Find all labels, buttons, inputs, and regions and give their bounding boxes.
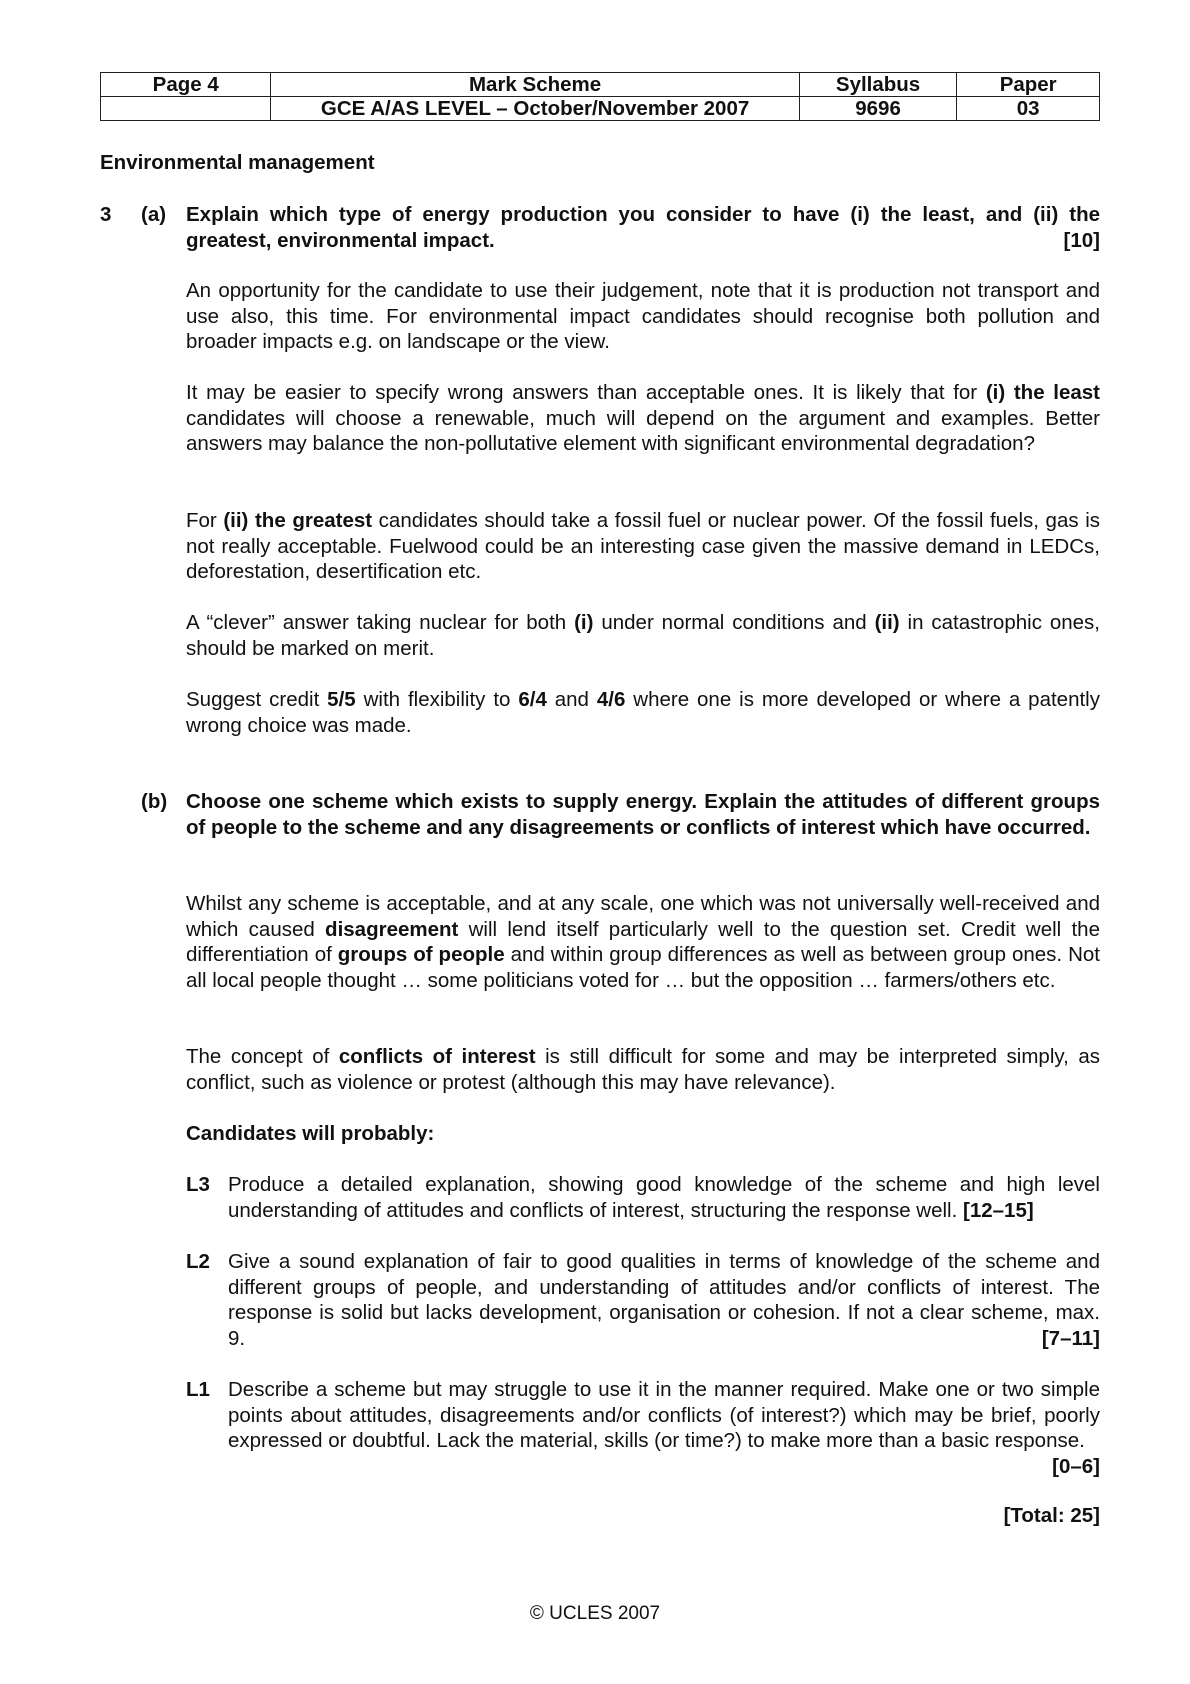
part-a-marks: [10] [1063,228,1100,252]
bold-run: conflicts of interest [338,1045,536,1068]
header-empty-cell [101,97,271,121]
header-row-1 [101,73,1100,97]
header-paper-label: Paper [957,73,1100,97]
bold-run: 5/5 [327,688,356,711]
level-2-marks: [7–11] [1041,1326,1100,1350]
text-run: is still difficult for some and may be interpreted simply, as conflict, such as violence or protest (although this may have relevance). [186,1045,1100,1094]
text-run: where one is more developed or where a patently wrong choice was made. [186,688,1100,737]
part-a-question [186,202,1100,253]
part-a-question-line-2-text: greatest, environmental impact. [186,228,495,252]
part-b-label: (b) [141,790,168,813]
total-marks: [Total: 25] [1003,1504,1100,1527]
text-run: Suggest credit [186,688,328,711]
part-a-question-line-1: Explain which type of energy production you consider to have (i) the least, and (ii) the [186,203,1100,226]
bold-run: groups of people [337,943,505,966]
bold-run: (i) [574,611,594,634]
part-b-paragraph-1 [186,891,1100,993]
text-run: will lend itself particularly well to the question set. Credit well the differentiation of [186,917,1100,966]
level-1-description: Describe a scheme but may struggle to use it in the manner required. Make one or two simple points about attitudes, disagreements and/or conflicts (of interest?) which may be brief, poorly expressed or doubtful. Lack the material, skills (or time?) to make more than a basic response. [228,1378,1100,1452]
header-syllabus-label: Syllabus [799,73,957,97]
bold-run: (i) the least [985,381,1100,404]
text-run: candidates will choose a renewable, much will depend on the argument and examples. Better answers may balance the non-pollutative element with significant environmental degradation? [186,406,1100,455]
header-exam-title: GCE A/AS LEVEL – October/November 2007 [271,97,799,121]
level-3-description: Produce a detailed explanation, showing good knowledge of the scheme and high level understanding of attitudes and conflicts of interest, structuring the response well. [228,1173,1100,1222]
part-a-paragraph-2 [186,380,1100,457]
level-2-label: L2 [186,1250,210,1273]
text-run: candidates should take a fossil fuel or nuclear power. Of the fossil fuels, gas is not really acceptable. Fuelwood could be an interesting case given the massive demand in LEDCs, deforestation, desertification etc. [186,509,1100,583]
text-run: and [546,688,597,711]
bold-run: 4/6 [596,688,626,711]
candidates-heading: Candidates will probably: [186,1122,435,1145]
level-3-label: L3 [186,1173,210,1196]
level-2-description: Give a sound explanation of fair to good qualities in terms of knowledge of the scheme and different groups of people, and understanding of attitudes and/or conflicts of interest. The response is solid but lacks development, organisation or cohesion. If not a clear scheme, max. 9. [228,1250,1100,1350]
header-syllabus-code: 9696 [799,97,957,121]
text-run: Whilst any scheme is acceptable, and at any scale, one which was not universally well-received and which caused [186,892,1100,941]
header-page-label: Page 4 [101,73,271,97]
level-1-label: L1 [186,1378,210,1401]
text-run: and within group differences as well as between group ones. Not all local people thought … some politicians voted for … but the opposition … farmers/others etc. [186,943,1100,992]
part-a-paragraph-1: An opportunity for the candidate to use their judgement, note that it is production not transport and use also, this time. For environmental impact candidates should recognise both pollution and broader impacts e.g. on landscape or the view. [186,279,1100,353]
part-a-question-line-2 [186,228,1100,254]
part-b-question: Choose one scheme which exists to supply energy. Explain the attitudes of different groups of people to the scheme and any disagreements or conflicts of interest which have occurred. [186,790,1100,839]
part-a-paragraph-3 [186,508,1100,585]
text-run: It may be easier to specify wrong answers than acceptable ones. It is likely that for [186,381,986,404]
question-number: 3 [100,203,112,226]
level-1-text [228,1377,1100,1479]
bold-run: disagreement [325,917,459,941]
bold-run: (ii) the greatest [223,509,373,532]
level-2-text [228,1249,1100,1351]
text-run: in catastrophic ones, should be marked on merit. [186,611,1100,660]
part-a-label: (a) [141,203,167,226]
text-run: with flexibility to [355,688,519,711]
footer-copyright: © UCLES 2007 [529,1603,661,1624]
header-paper-number: 03 [957,97,1100,121]
text-run: The concept of [186,1045,339,1068]
level-3-text [228,1172,1100,1223]
header-mark-scheme-label: Mark Scheme [271,73,799,97]
header-table [100,72,1100,121]
header-row-2 [101,97,1100,121]
level-1-marks: [0–6] [1052,1454,1100,1478]
part-b-paragraph-2 [186,1044,1100,1095]
level-3-marks: [12–15] [963,1198,1034,1222]
bold-run: (ii) [874,611,900,634]
section-title: Environmental management [100,151,375,174]
part-a-paragraph-5 [186,687,1100,738]
bold-run: 6/4 [518,688,547,711]
text-run: A “clever” answer taking nuclear for both [186,611,575,634]
text-run: under normal conditions and [593,611,875,634]
part-a-paragraph-4 [186,610,1100,661]
text-run: For [186,509,224,532]
